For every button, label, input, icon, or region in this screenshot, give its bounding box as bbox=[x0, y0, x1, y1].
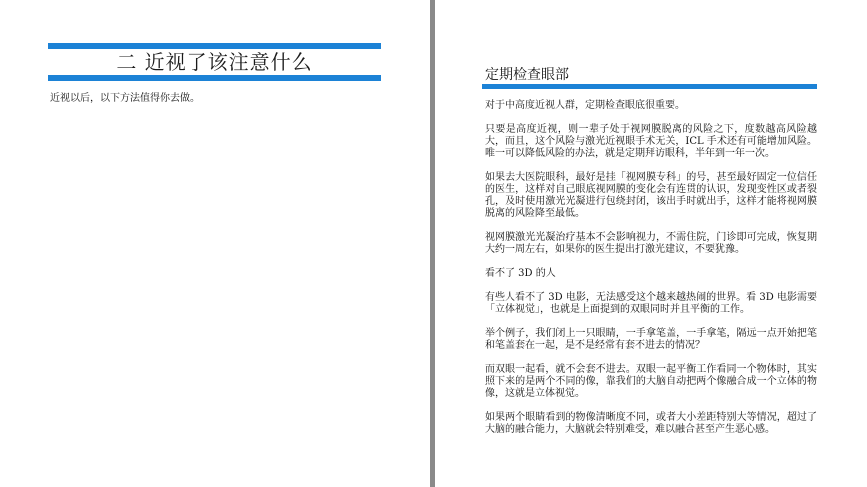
paragraph: 而双眼一起看，就不会套不进去。双眼一起平衡工作看同一个物体时，其实照下来的是两个不同的像，靠我们的大脑自动把两个像融合成一个立体的物像，这就是立体视觉。 bbox=[485, 364, 817, 399]
chapter-title-bottom-rule bbox=[48, 75, 381, 81]
left-page bbox=[0, 0, 430, 487]
subheading: 看不了 3D 的人 bbox=[485, 268, 556, 279]
paragraph: 视网膜激光光凝治疗基本不会影响视力，不需住院，门诊即可完成，恢复期大约一周左右，如果你的医生提出打激光建议，不要犹豫。 bbox=[485, 232, 817, 255]
paragraph: 举个例子，我们闭上一只眼睛，一手拿笔盖，一手拿笔，隔远一点开始把笔和笔盖套在一起，是不是经常有套不进去的情况？ bbox=[485, 328, 817, 351]
chapter-intro: 近视以后，以下方法值得你去做。 bbox=[50, 93, 200, 104]
section-title-rule bbox=[482, 84, 817, 89]
paragraph: 对于中高度近视人群，定期检查眼底很重要。 bbox=[485, 100, 685, 111]
body-text bbox=[485, 100, 817, 448]
right-page bbox=[435, 0, 867, 487]
paragraph: 如果两个眼睛看到的物像清晰度不同，或者大小差距特别大等情况，超过了大脑的融合能力，大脑就会特别难受，难以融合甚至产生恶心感。 bbox=[485, 412, 817, 435]
section-title: 定期检查眼部 bbox=[485, 67, 569, 83]
paragraph: 有些人看不了 3D 电影，无法感受这个越来越热闹的世界。看 3D 电影需要「立体视觉」，也就是上面提到的双眼同时并且平衡的工作。 bbox=[485, 292, 817, 315]
paragraph: 只要是高度近视，则一辈子处于视网膜脱离的风险之下，度数越高风险越大，而且，这个风险与激光近视眼手术无关，ICL 手术还有可能增加风险。唯一可以降低风险的办法，就是定期拜访眼科，半年到一年一次。 bbox=[485, 124, 817, 159]
chapter-title: 二 近视了该注意什么 bbox=[116, 50, 313, 74]
paragraph: 如果去大医院眼科，最好是挂「视网膜专科」的号，甚至最好固定一位信任的医生，这样对自己眼底视网膜的变化会有连贯的认识，发现变性区或者裂孔，及时使用激光光凝进行包绕封闭，该出手时就出手，这样才能将视网膜脱离的风险降至最低。 bbox=[485, 172, 817, 219]
